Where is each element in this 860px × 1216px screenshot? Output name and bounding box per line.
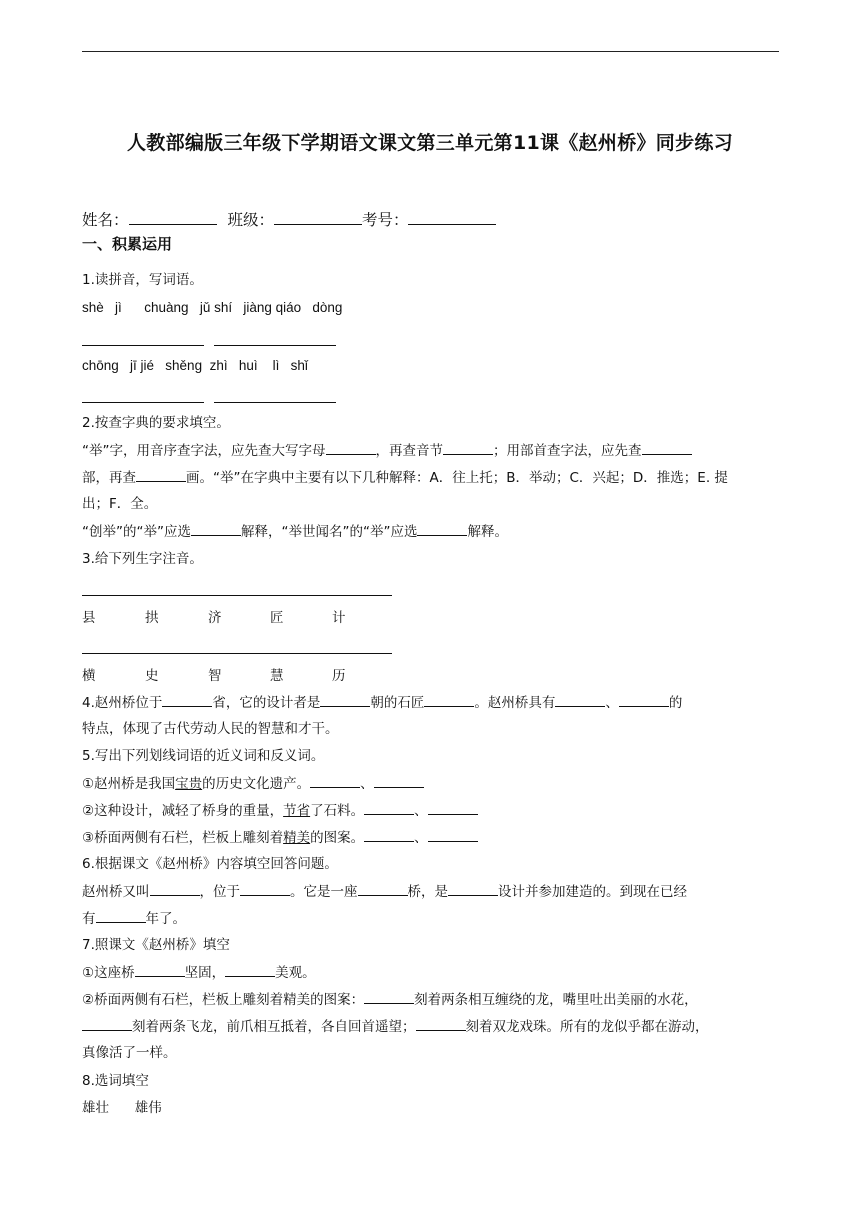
answer-blank[interactable]: [428, 800, 478, 815]
answer-blank[interactable]: [150, 881, 200, 896]
text-segment: 刻着双龙戏珠。所有的龙似乎都在游动，: [465, 1019, 709, 1035]
text-segment: 画。“举”在字典中主要有以下几种解释：A．往上托；B．举动；C．兴起；D．推选；E. 提: [186, 470, 728, 486]
question-2-line-2: [82, 467, 782, 488]
question-4-line-2: 特点，体现了古代劳动人民的智慧和才干。: [82, 721, 339, 737]
text-segment: ；用部首查字法，应先查: [493, 443, 642, 459]
character: 拱: [145, 610, 159, 626]
text-segment: 刻着两条相互缠绕的龙，嘴里吐出美丽的水花，: [414, 992, 698, 1008]
question-1: 1.读拼音，写词语。: [82, 272, 203, 288]
character: 史: [145, 668, 159, 684]
top-rule: [82, 51, 779, 52]
character: 济: [208, 610, 222, 626]
text-segment: ，位于: [199, 884, 240, 900]
answer-blank[interactable]: [358, 881, 408, 896]
text-segment: 。赵州桥具有: [474, 695, 556, 711]
character: 计: [332, 610, 346, 626]
text-segment: 的历史文化遗产。: [202, 776, 311, 792]
underlined-word: 宝贵: [175, 776, 203, 792]
character: 匠: [270, 610, 284, 626]
student-info-row: [82, 210, 782, 230]
answer-blank[interactable]: [320, 692, 370, 707]
question-2-line-3: 出；F．全。: [82, 496, 158, 512]
answer-line[interactable]: [214, 345, 336, 346]
text-segment: “举”字，用音序查字法，应先查大写字母: [82, 443, 326, 459]
text-segment: ①这座桥: [82, 965, 135, 981]
text-segment: 4.赵州桥位于: [82, 695, 163, 711]
separator: 、: [414, 830, 428, 846]
text-segment: ②桥面两侧有石栏，栏板上雕刻着精美的图案：: [82, 992, 365, 1008]
text-segment: 了石料。: [310, 803, 365, 819]
text-segment: 解释，“举世闻名”的“举”应选: [240, 524, 418, 540]
answer-blank[interactable]: [96, 908, 146, 923]
character: 智: [208, 668, 222, 684]
answer-blank[interactable]: [417, 521, 467, 536]
question-2-line-1: [82, 440, 782, 461]
underlined-word: 节省: [283, 803, 311, 819]
character: 县: [82, 610, 96, 626]
answer-line[interactable]: [214, 402, 336, 403]
answer-blank[interactable]: [240, 881, 290, 896]
answer-blank[interactable]: [191, 521, 241, 536]
character: 慧: [270, 668, 284, 684]
question-5-item-3: [82, 827, 782, 848]
number-field[interactable]: [408, 210, 496, 225]
answer-blank[interactable]: [555, 692, 605, 707]
answer-line[interactable]: [82, 345, 204, 346]
text-segment: 年了。: [145, 911, 186, 927]
answer-blank[interactable]: [364, 989, 414, 1004]
name-field[interactable]: [129, 210, 217, 225]
text-segment: 美观。: [275, 965, 316, 981]
text-segment: 坚固，: [184, 965, 226, 981]
question-5-item-2: [82, 800, 782, 821]
question-7-item-2-line-2: [82, 1016, 782, 1037]
text-segment: 解释。: [467, 524, 508, 540]
question-8: 8.选词填空: [82, 1073, 149, 1089]
text-segment: 、: [605, 695, 619, 711]
name-label: 姓名：: [82, 211, 129, 229]
text-segment: 省，它的设计者是: [212, 695, 321, 711]
text-segment: ①赵州桥是我国: [82, 776, 176, 792]
text-segment: ，再查音节: [375, 443, 443, 459]
text-segment: 刻着两条飞龙，前爪相互抵着，各自回首遥望；: [132, 1019, 416, 1035]
answer-blank[interactable]: [364, 800, 414, 815]
character: 横: [82, 668, 96, 684]
answer-line[interactable]: [82, 653, 392, 654]
question-2: 2.按查字典的要求填空。: [82, 415, 230, 431]
question-4-line-1: [82, 692, 782, 713]
text-segment: 赵州桥又叫: [82, 884, 150, 900]
answer-blank[interactable]: [135, 962, 185, 977]
answer-line[interactable]: [82, 595, 392, 596]
text-segment: ③桥面两侧有石栏，栏板上雕刻着: [82, 830, 284, 846]
pinyin-row-2: chōng jī jié shěng zhì huì lì shǐ: [82, 358, 308, 373]
text-segment: 的: [668, 695, 683, 711]
word-choices: 雄壮 雄伟: [82, 1100, 162, 1116]
text-segment: 朝的石匠: [370, 695, 425, 711]
character: 历: [332, 668, 346, 684]
text-segment: 部，再查: [82, 470, 136, 486]
answer-blank[interactable]: [428, 827, 478, 842]
answer-blank[interactable]: [310, 773, 360, 788]
text-segment: ②这种设计，减轻了桥身的重量，: [82, 803, 284, 819]
pinyin-row-1: shè jì chuàng jǔ shí jiàng qiáo dòng: [82, 300, 343, 315]
answer-blank[interactable]: [326, 440, 376, 455]
question-2-line-4: [82, 521, 782, 542]
question-6: 6.根据课文《赵州桥》内容填空回答问题。: [82, 856, 338, 872]
text-segment: 桥，是: [407, 884, 448, 900]
question-5-item-1: [82, 773, 782, 794]
underlined-word: 精美: [283, 830, 311, 846]
text-segment: 设计并参加建造的。到现在已经: [498, 884, 687, 900]
question-6-line-2: [82, 908, 782, 929]
text-segment: “创举”的“举”应选: [82, 524, 191, 540]
question-7-item-2-line-1: [82, 989, 782, 1010]
page-title: 人教部编版三年级下学期语文课文第三单元第11课《赵州桥》同步练习: [126, 132, 734, 154]
question-7-item-2-line-3: 真像活了一样。: [82, 1045, 177, 1061]
text-segment: 。它是一座: [290, 884, 358, 900]
answer-blank[interactable]: [416, 1016, 466, 1031]
number-label: 考号：: [361, 211, 409, 229]
answer-blank[interactable]: [619, 692, 669, 707]
section-title: 一、积累运用: [82, 235, 173, 253]
question-7: 7.照课文《赵州桥》填空: [82, 937, 230, 953]
separator: 、: [414, 803, 428, 819]
answer-blank[interactable]: [374, 773, 424, 788]
answer-blank[interactable]: [424, 692, 474, 707]
question-5: 5.写出下列划线词语的近义词和反义词。: [82, 748, 325, 764]
answer-blank[interactable]: [162, 692, 212, 707]
text-segment: 有: [82, 911, 96, 927]
text-segment: 的图案。: [310, 830, 365, 846]
class-label: 班级：: [227, 211, 274, 229]
answer-blank[interactable]: [642, 440, 692, 455]
answer-blank[interactable]: [443, 440, 493, 455]
class-field[interactable]: [274, 210, 362, 225]
separator: 、: [360, 776, 374, 792]
answer-blank[interactable]: [225, 962, 275, 977]
answer-blank[interactable]: [136, 467, 186, 482]
question-7-item-1: [82, 962, 782, 983]
answer-blank[interactable]: [364, 827, 414, 842]
question-6-line-1: [82, 881, 782, 902]
answer-blank[interactable]: [82, 1016, 132, 1031]
question-3: 3.给下列生字注音。: [82, 551, 203, 567]
answer-line[interactable]: [82, 402, 204, 403]
answer-blank[interactable]: [448, 881, 498, 896]
